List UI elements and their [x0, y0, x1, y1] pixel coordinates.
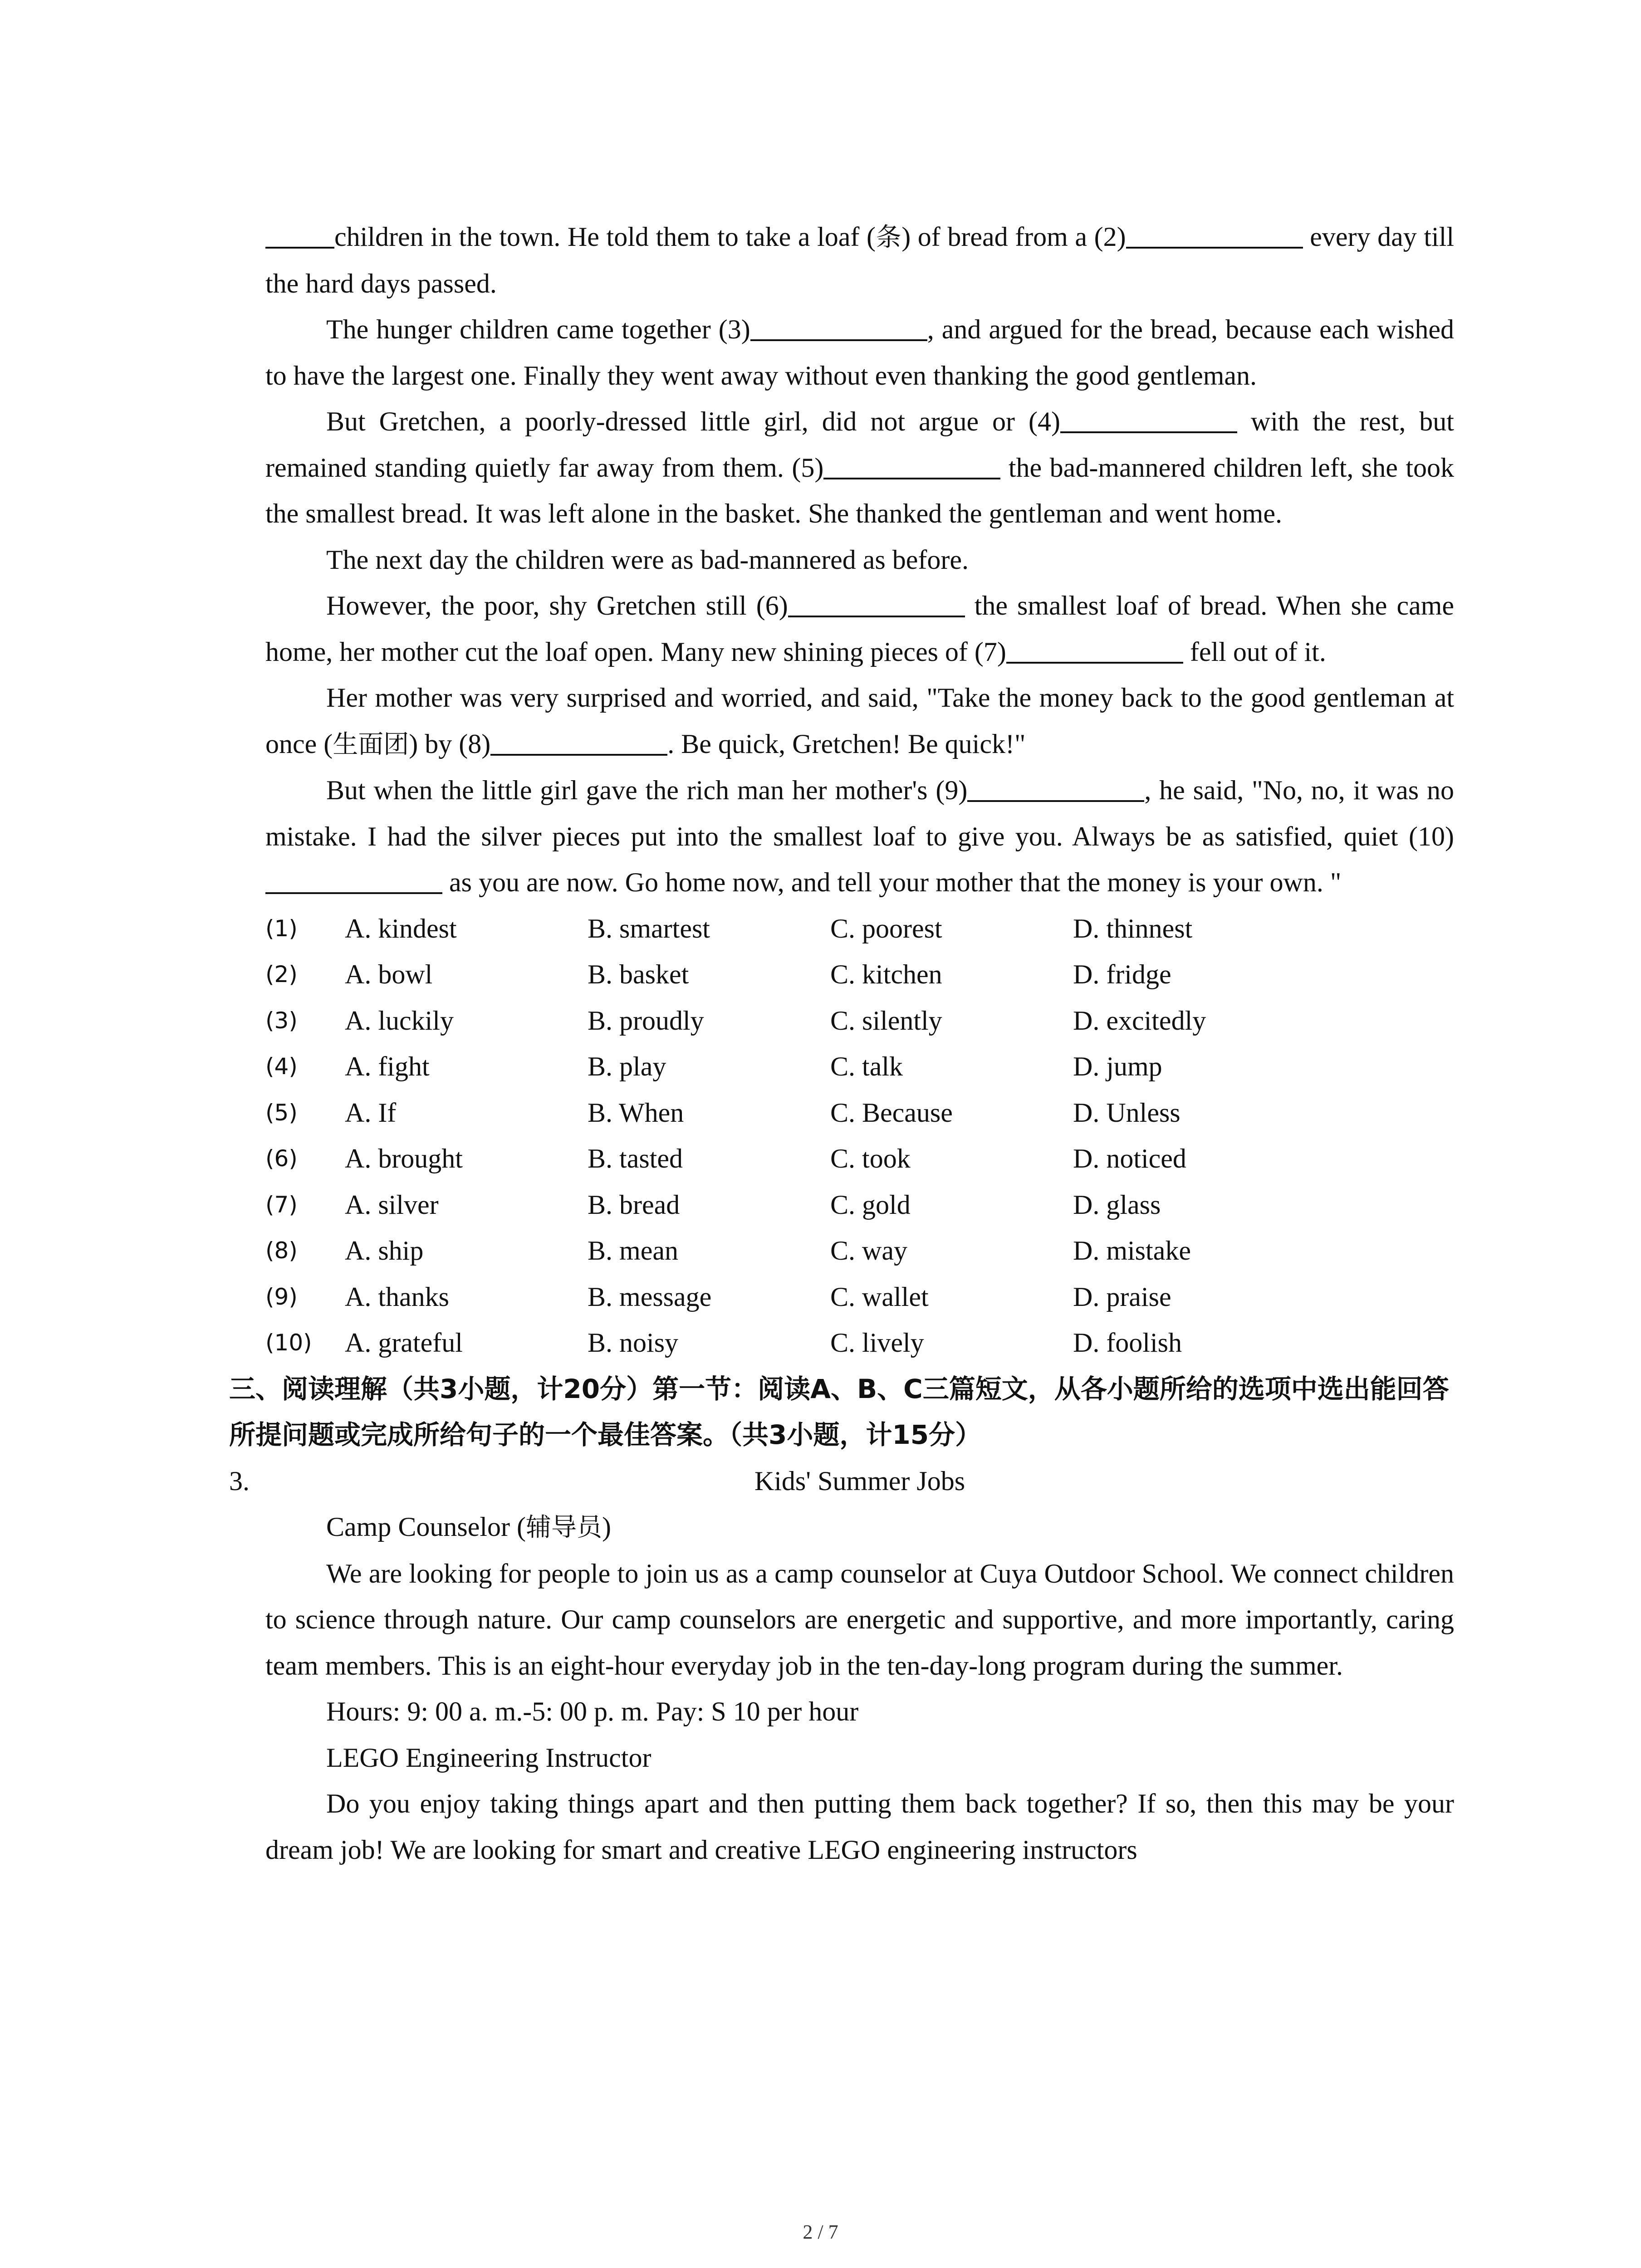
option-row	[265, 952, 1454, 998]
passage-paragraph-5	[265, 583, 1454, 675]
question-number: 3.	[229, 1466, 250, 1496]
job1-hours: Hours: 9: 00 a. m.-5: 00 p. m. Pay: S 10 per hour	[326, 1696, 859, 1726]
option-c: C. Because	[830, 1097, 953, 1128]
passage-text: However, the poor, shy Gretchen still (6)	[326, 591, 788, 621]
option-a: A. fight	[345, 1051, 430, 1081]
passage-text: But when the little girl gave the rich man her mother's (9)	[326, 775, 968, 805]
option-c: C. gold	[830, 1189, 911, 1220]
option-d: D. mistake	[1073, 1236, 1191, 1266]
option-row	[265, 1228, 1454, 1274]
option-number: (5)	[265, 1099, 298, 1126]
option-a: A. kindest	[345, 913, 457, 943]
option-number: (9)	[265, 1283, 298, 1310]
passage-paragraph-7	[265, 767, 1454, 906]
option-a: A. bowl	[345, 959, 433, 989]
option-row	[265, 998, 1454, 1044]
option-d: D. fridge	[1073, 959, 1171, 989]
option-number: (4)	[265, 1053, 298, 1080]
option-row	[265, 1182, 1454, 1228]
option-b: B. noisy	[588, 1328, 679, 1358]
option-c: C. lively	[830, 1328, 924, 1358]
passage-text: ) by (8)	[409, 728, 491, 759]
chinese-gloss: 辅导员	[525, 1513, 602, 1542]
answer-blank-3	[750, 312, 927, 341]
answer-options-list	[265, 906, 1454, 1366]
passage-text: But Gretchen, a poorly-dressed little girl, did not argue or (4)	[326, 406, 1060, 436]
question-title-row	[229, 1458, 1454, 1505]
option-a: A. luckily	[345, 1005, 454, 1036]
option-number: (8)	[265, 1237, 298, 1264]
option-b: B. When	[588, 1097, 684, 1128]
option-d: D. excitedly	[1073, 1005, 1206, 1036]
option-number: (2)	[265, 961, 298, 987]
option-a: A. If	[345, 1097, 397, 1128]
page-content	[229, 214, 1455, 1873]
option-d: D. noticed	[1073, 1144, 1186, 1173]
option-d: D. thinnest	[1073, 913, 1193, 943]
option-a: A. ship	[345, 1236, 424, 1266]
option-c: C. poorest	[830, 913, 942, 943]
answer-blank-6	[788, 588, 965, 617]
option-d: D. jump	[1073, 1051, 1162, 1081]
option-d: D. foolish	[1073, 1328, 1182, 1358]
section-heading: 三、阅读理解（共3小题，计20分）第一节：阅读A、B、C三篇短文，从各小题所给的选项中选出能回答所提问题或完成所给句子的一个最佳答案。（共3小题，计15分）	[229, 1373, 1449, 1450]
option-c: C. kitchen	[830, 959, 942, 989]
answer-blank-7	[1006, 635, 1183, 664]
option-b: B. basket	[588, 959, 689, 989]
answer-blank-1	[265, 220, 334, 249]
option-a: A. grateful	[345, 1328, 463, 1358]
job2-description: Do you enjoy taking things apart and then putting them back together? If so, then this may be your dream job! We are looking for smart and creative LEGO engineering instructors	[265, 1789, 1454, 1865]
option-row	[265, 1090, 1454, 1136]
chinese-gloss: 生面团	[333, 729, 409, 759]
option-row	[265, 1044, 1454, 1090]
passage-text: the bad-mannered children left, she took the smallest bread. It was left alone in the basket. She thanked the gentleman and went home.	[265, 452, 1455, 528]
option-d: D. praise	[1073, 1281, 1171, 1312]
option-b: B. smartest	[588, 913, 710, 943]
answer-blank-2	[1126, 220, 1303, 249]
answer-blank-8	[490, 727, 667, 756]
job-title-text: Camp Counselor (	[326, 1512, 526, 1542]
option-c: C. talk	[830, 1051, 903, 1081]
job1-description: We are looking for people to join us as a camp counselor at Cuya Outdoor School. We connect children to science through nature. Our camp counselors are energetic and supportive, and more importantly, caring team members. This is an eight-hour everyday job in the ten-day-long program during the summer.	[265, 1558, 1454, 1681]
answer-blank-5	[823, 450, 1000, 479]
passage-text: , and argued for the bread, because each wished to have the largest one. Finally they went away without even thanking the good gentleman.	[265, 314, 1454, 391]
option-b: B. bread	[588, 1189, 680, 1220]
option-a: A. thanks	[345, 1281, 449, 1312]
option-number: (1)	[265, 915, 298, 942]
option-a: A. brought	[345, 1144, 463, 1173]
option-row	[265, 1274, 1454, 1320]
job1-title	[265, 1504, 1454, 1551]
passage-text: Her mother was very surprised and worried, and said, "Take the money back to the good gentleman at once (	[265, 683, 1454, 759]
passage-paragraph-3	[265, 399, 1454, 537]
chinese-gloss: 条	[875, 223, 902, 252]
reading-title: Kids' Summer Jobs	[754, 1466, 965, 1496]
passage-text: as you are now. Go home now, and tell your mother that the money is your own. "	[442, 867, 1342, 897]
option-number: (3)	[265, 1007, 298, 1034]
option-c: C. wallet	[830, 1281, 929, 1312]
option-c: C. silently	[830, 1005, 942, 1036]
passage-paragraph-6	[265, 675, 1454, 767]
passage-paragraph-2	[265, 307, 1454, 399]
option-row	[265, 1320, 1454, 1366]
answer-blank-10	[265, 865, 442, 894]
option-d: D. glass	[1073, 1189, 1161, 1220]
passage-text: every day till the hard days passed.	[265, 222, 1455, 298]
option-b: B. mean	[588, 1236, 678, 1266]
passage-text: the smallest loaf of bread. When she came home, her mother cut the loaf open. Many new shining pieces of (7)	[265, 591, 1455, 667]
job-title-text: )	[602, 1512, 611, 1542]
passage-text: ) of bread from a (2)	[901, 222, 1126, 252]
passage-paragraph-1	[265, 214, 1454, 307]
option-row	[265, 1136, 1454, 1182]
option-d: D. Unless	[1073, 1097, 1181, 1128]
answer-blank-9	[967, 773, 1144, 802]
passage-text: , he said, "No, no, it was no mistake. I had the silver pieces put into the smallest loaf to give you. Always be as satisfied, quiet (10)	[265, 775, 1454, 851]
option-b: B. message	[588, 1281, 712, 1312]
option-a: A. silver	[345, 1189, 439, 1220]
answer-blank-4	[1060, 404, 1237, 433]
passage-text: children in the town. He told them to take a loaf (	[334, 222, 876, 252]
page-number: 2 / 7	[803, 2221, 838, 2243]
passage-text: with the rest, but remained standing quietly far away from them. (5)	[265, 406, 1454, 483]
passage-paragraph-4: The next day the children were as bad-mannered as before.	[326, 544, 969, 575]
option-row	[265, 906, 1454, 952]
passage-text: fell out of it.	[1183, 636, 1326, 667]
option-b: B. proudly	[588, 1005, 704, 1036]
option-number: (6)	[265, 1145, 298, 1172]
option-b: B. play	[588, 1051, 666, 1081]
job2-title: LEGO Engineering Instructor	[326, 1742, 652, 1773]
passage-text: The hunger children came together (3)	[326, 314, 750, 344]
option-b: B. tasted	[588, 1144, 683, 1173]
option-c: C. took	[830, 1144, 911, 1173]
passage-text: . Be quick, Gretchen! Be quick!"	[667, 728, 1026, 759]
option-c: C. way	[830, 1236, 907, 1266]
option-number: (10)	[265, 1330, 312, 1356]
option-number: (7)	[265, 1191, 298, 1218]
